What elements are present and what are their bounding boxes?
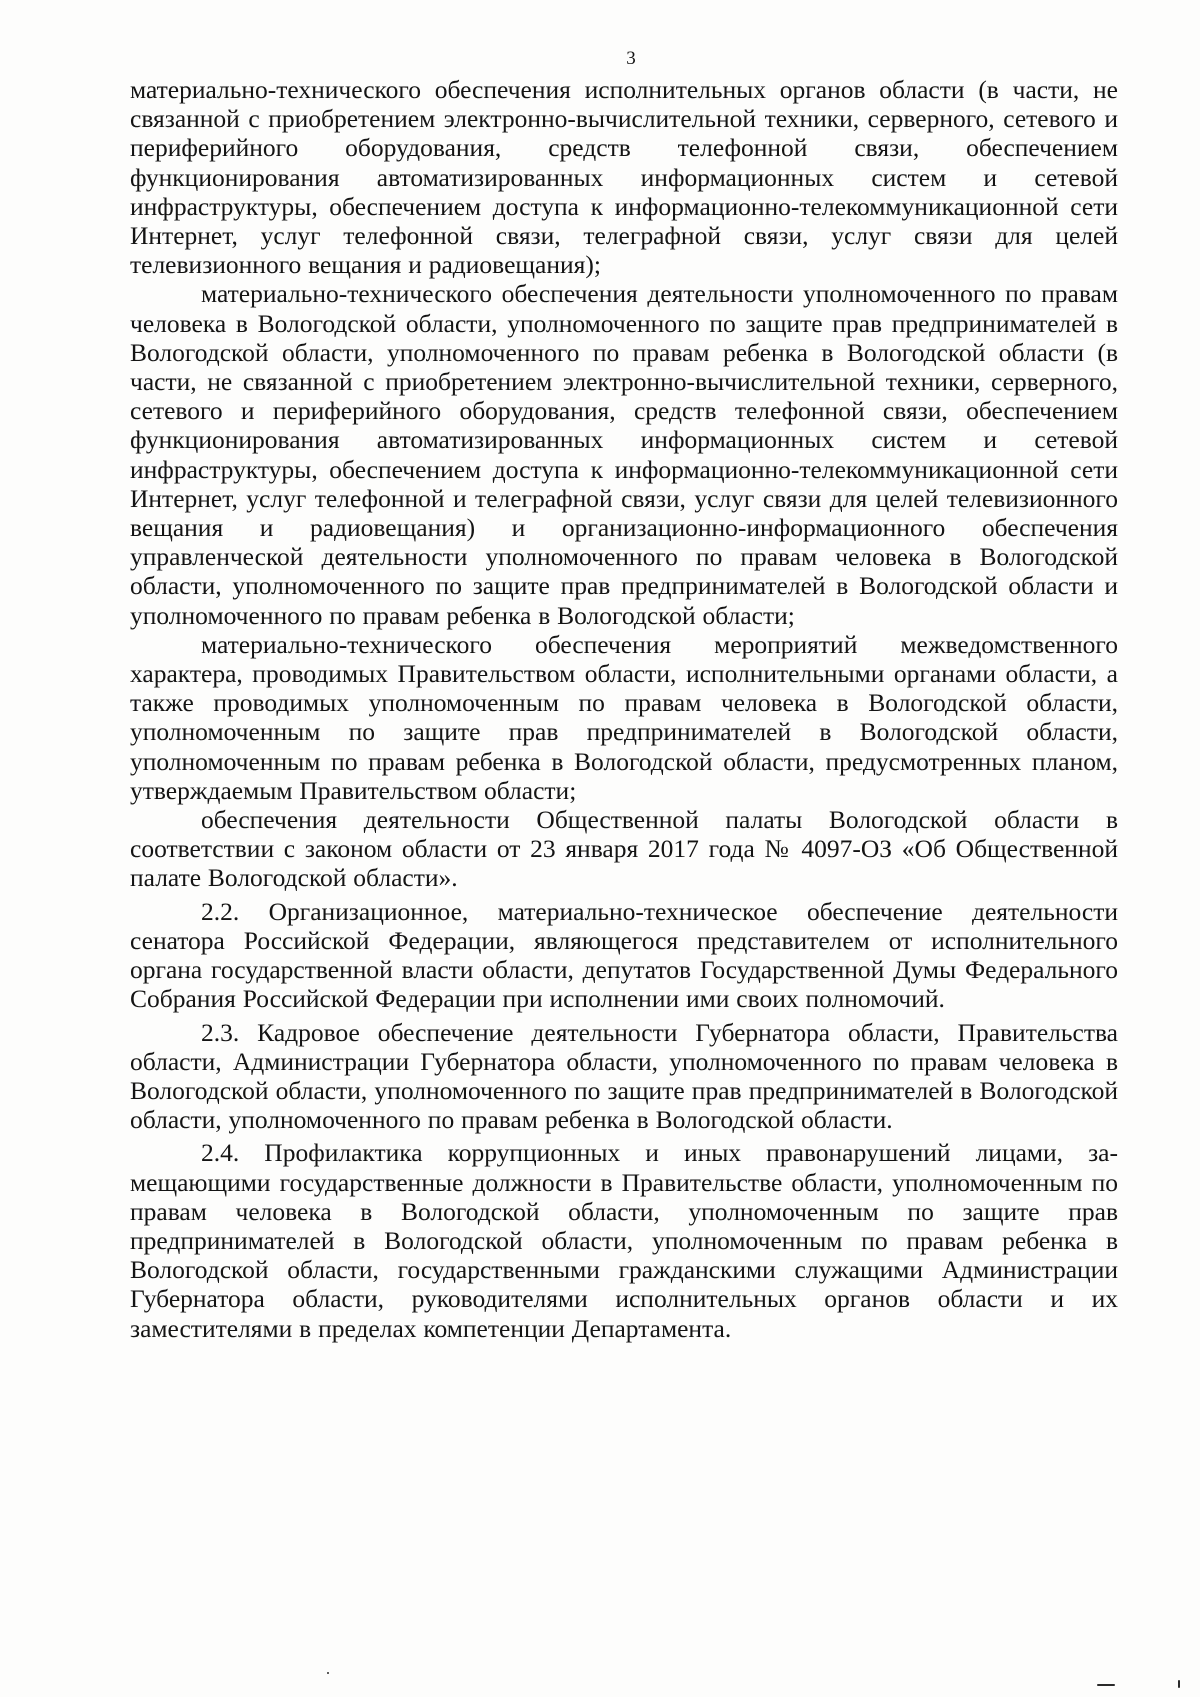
page-number: 3 — [626, 48, 636, 69]
document-body — [130, 75, 1118, 1343]
paragraph-item-2-4: 2.4. Профилактика коррупционных и иных правонарушений лицами, замещающими государственные должности в Правительстве области, уполномоченным по правам человека в Вологодской области, уполномоченным по защите прав предпринимателей в Вологодской области, уполномоченным по правам ребенка в Вологодской области, государственными гражданскими служащими Администрации Губернатора области, руководителями исполнительных органов области и их заместителями в пределах компетенции Департамента. — [130, 1138, 1118, 1343]
scan-artifact — [327, 1672, 329, 1674]
paragraph-interagency-events: материально-технического обеспечения мероприятий межведомственного характера, проводимых Правительством области, исполнительными органами области, а также проводимых уполномоченным по правам человека в Вологодской области, уполномоченным по защите прав предпринимателей в Вологодской области, уполномоченным по правам ребенка в Вологодской области, предусмотренных планом, утверждаемым Правительством области; — [130, 629, 1118, 805]
scan-artifact — [1178, 1680, 1180, 1688]
scan-artifact — [1097, 1684, 1115, 1686]
paragraph-ombudsman-support: материально-технического обеспечения деятельности уполномоченного по правам человека в Вологодской области, уполномоченного по защите прав предпринимателей в Вологодской области, уполномоченного по правам ребенка в Вологодской области (в части, не связанной с приобретением электронно-вычислительной техники, серверного, сетевого и периферийного оборудования, средств телефонной связи, обеспечением функционирования автоматизированных информационных систем и сетевой инфраструктуры, обеспечением доступа к информационно-телекоммуникационной сети Интернет, услуг телефонной и телеграфной связи, услуг связи для целей телевизионного вещания и радиовещания) и организационно-информационного обеспечения управленческой деятельности уполномоченного по правам человека в Вологодской области, уполномоченного по защите прав предпринимателей в Вологодской области и уполномоченного по правам ребенка в Вологодской области; — [130, 279, 1118, 630]
paragraph-public-chamber: обеспечения деятельности Общественной палаты Вологодской области в соответствии с законом области от 23 января 2017 года № 4097-ОЗ «Об Общественной палате Вологодской области». — [130, 805, 1118, 893]
paragraph-item-2-2: 2.2. Организационное, материально-техническое обеспечение деятельности сенатора Российской Федерации, являющегося представителем от исполнительного органа государственной власти области, депутатов Государственной Думы Федерального Собрания Российской Федерации при исполнении ими своих полномочий. — [130, 896, 1118, 1014]
paragraph-continuation: материально-технического обеспечения исполнительных органов области (в части, не связанной с приобретением электронно-вычислительной техники, серверного, сетевого и периферийного оборудования, средств телефонной связи, обеспечением функционирования автоматизированных информационных систем и сетевой инфраструктуры, обеспечением доступа к информационно-телекоммуникационной сети Интернет, услуг телефонной связи, телеграфной связи, услуг связи для целей телевизионного вещания и радиовещания); — [130, 75, 1118, 280]
paragraph-item-2-3: 2.3. Кадровое обеспечение деятельности Губернатора области, Правительства области, Администрации Губернатора области, уполномоченного по правам человека в Вологодской области, уполномоченного по защите прав предпринимателей в Вологодской области, уполномоченного по правам ребенка в Вологодской области. — [130, 1017, 1118, 1135]
